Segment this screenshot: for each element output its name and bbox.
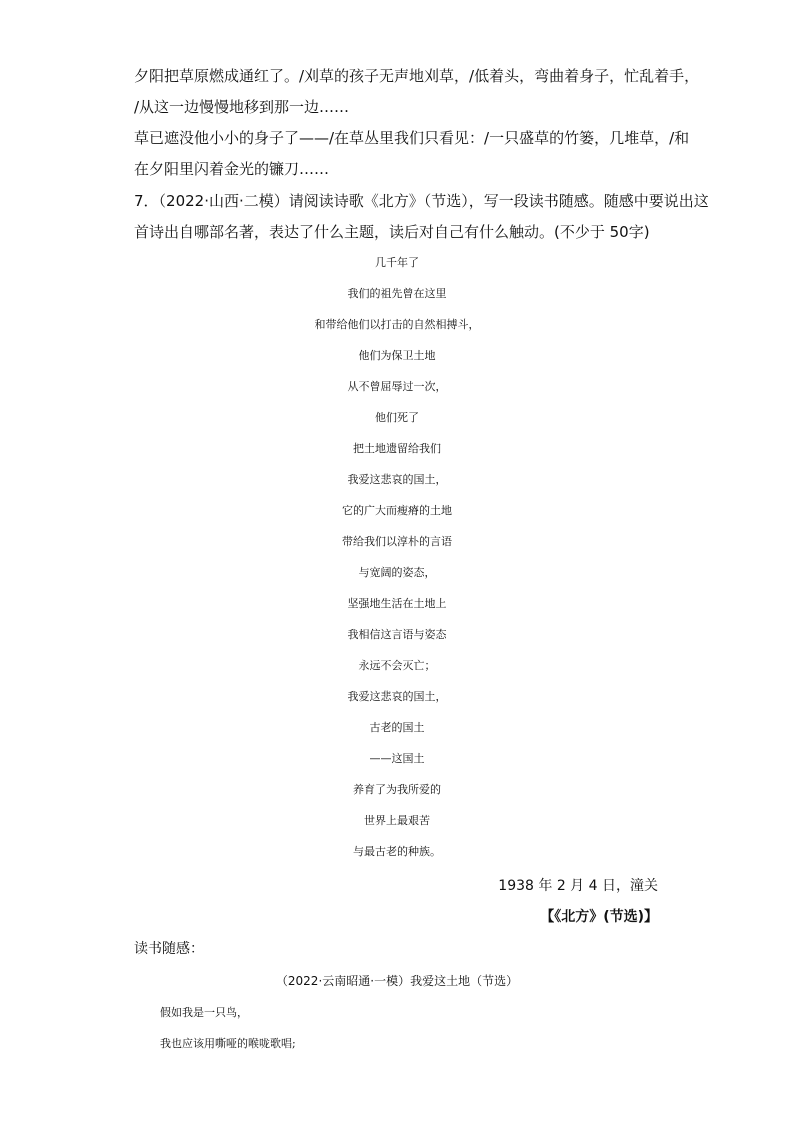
poem-line-6: 他们死了 <box>375 411 419 424</box>
poem-line-12: 坚强地生活在土地上 <box>347 597 447 610</box>
poem-line-13: 我相信这言语与姿态 <box>347 628 447 641</box>
next-passage-line-2: 我也应该用嘶哑的喉咙歌唱; <box>160 1037 296 1050</box>
passage-line-3: 草已遮没他小小的身子了——/在草丛里我们只看见：/一只盛草的竹篓，几堆草，/和 <box>134 129 690 147</box>
poem-line-8: 我爱这悲哀的国土， <box>347 473 447 486</box>
next-passage-title: （2022·云南昭通·一模）我爱这土地（节选） <box>275 974 519 988</box>
poem-line-16: 古老的国土 <box>369 721 425 734</box>
next-passage-line-1: 假如我是一只鸟， <box>160 1006 248 1019</box>
question-7-line-2: 首诗出自哪部名著，表达了什么主题，读后对自己有什么触动。(不少于 50字) <box>134 223 650 241</box>
passage-line-4: 在夕阳里闪着金光的镰刀…… <box>134 160 330 178</box>
poem-line-9: 它的广大而瘦瘠的土地 <box>342 504 452 517</box>
poem-line-17: ——这国土 <box>369 752 425 765</box>
question-7-line-1: 7．（2022·山西·二模）请阅读诗歌《北方》（节选），写一段读书随感。随感中要说出这 <box>134 192 709 210</box>
poem-line-20: 与最古老的种族。 <box>353 845 441 858</box>
poem-line-10: 带给我们以淳朴的言语 <box>342 535 452 548</box>
passage-line-2: /从这一边慢慢地移到那一边…… <box>134 98 350 116</box>
poem-line-1: 几千年了 <box>375 256 419 269</box>
poem-date-place: 1938 年 2 月 4 日，潼关 <box>498 878 658 894</box>
poem-line-4: 他们为保卫土地 <box>358 349 436 362</box>
poem-line-5: 从不曾屈辱过一次， <box>347 380 447 393</box>
poem-line-3: 和带给他们以打击的自然相搏斗， <box>314 318 480 331</box>
poem-line-19: 世界上最艰苦 <box>364 814 430 827</box>
passage-line-1: 夕阳把草原燃成通红了。/刈草的孩子无声地刈草，/低着头，弯曲着身子，忙乱着手， <box>134 67 700 85</box>
poem-line-14: 永远不会灭亡； <box>358 659 436 672</box>
poem-line-11: 与宽阔的姿态， <box>358 566 436 579</box>
reading-note-label: 读书随感： <box>134 941 204 957</box>
poem-line-18: 养育了为我所爱的 <box>353 783 441 796</box>
poem-source: 【《北方》(节选)】 <box>540 909 658 925</box>
poem-line-7: 把土地遗留给我们 <box>353 442 441 455</box>
poem-line-2: 我们的祖先曾在这里 <box>347 287 447 300</box>
poem-line-15: 我爱这悲哀的国土， <box>347 690 447 703</box>
